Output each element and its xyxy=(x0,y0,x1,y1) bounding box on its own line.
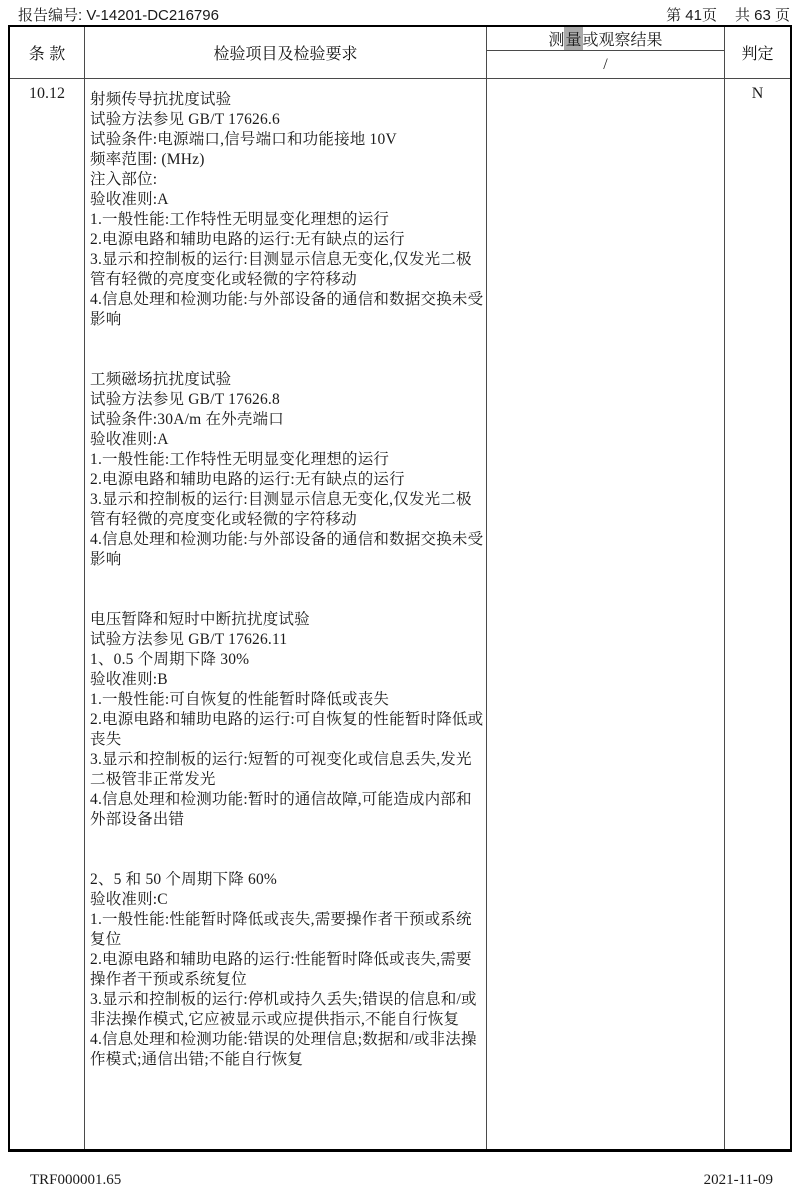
header-result-pre: 测 xyxy=(548,32,565,49)
requirement-line: 1.一般性能:工作特性无明显变化理想的运行 xyxy=(90,451,390,468)
requirement-line: 试验方法参见 GB/T 17626.8 xyxy=(90,391,280,408)
report-number-value: V-14201-DC216796 xyxy=(86,6,219,24)
requirement-line: 试验条件:电源端口,信号端口和功能接地 10V xyxy=(90,131,397,148)
header-verdict: 判定 xyxy=(741,46,774,63)
requirement-line xyxy=(90,330,484,350)
requirement-line: 1、0.5 个周期下降 30% xyxy=(90,651,250,668)
requirement-line: 工频磁场抗扰度试验 xyxy=(90,371,232,388)
report-number-line xyxy=(18,4,219,25)
requirements-text xyxy=(85,85,486,1070)
requirement-line: 2.电源电路和辅助电路的运行:可自恢复的性能暂时降低或丧失 xyxy=(90,711,484,748)
requirement-line: 2.电源电路和辅助电路的运行:性能暂时降低或丧失,需要操作者干预或系统复位 xyxy=(90,951,472,988)
requirement-line xyxy=(90,590,484,610)
table-body-row xyxy=(10,79,790,1149)
requirement-line: 验收准则:B xyxy=(90,671,168,688)
requirement-line: 电压暂降和短时中断抗扰度试验 xyxy=(90,611,310,628)
requirement-line: 试验条件:30A/m 在外壳端口 xyxy=(90,411,284,428)
header-result-title xyxy=(487,27,724,51)
requirement-line: 4.信息处理和检测功能:暂时的通信故障,可能造成内部和外部设备出错 xyxy=(90,791,472,828)
footer-date: 2021-11-09 xyxy=(703,1171,773,1188)
table-header-row xyxy=(10,27,790,79)
requirement-line: 4.信息处理和检测功能:错误的处理信息;数据和/或非法操作模式;通信出错;不能自行恢复 xyxy=(90,1031,477,1068)
requirement-line: 3.显示和控制板的运行:短暂的可视变化或信息丢失,发光二极管非正常发光 xyxy=(90,751,472,788)
requirement-line: 射频传导抗扰度试验 xyxy=(90,91,232,108)
page-total: 共 63 页 xyxy=(734,6,790,24)
header-result xyxy=(487,27,725,78)
requirement-line: 3.显示和控制板的运行:停机或持久丢失;错误的信息和/或非法操作模式,它应被显示或应提供指示,不能自行恢复 xyxy=(90,991,477,1028)
requirement-line: 验收准则:A xyxy=(90,431,169,448)
requirement-line: 试验方法参见 GB/T 17626.6 xyxy=(90,111,280,128)
requirement-line: 1.一般性能:工作特性无明显变化理想的运行 xyxy=(90,211,390,228)
clause-cell xyxy=(10,79,85,1149)
requirement-line xyxy=(90,570,484,590)
inspection-table xyxy=(8,25,792,1152)
requirement-line: 试验方法参见 GB/T 17626.11 xyxy=(90,631,288,648)
header-result-subvalue: / xyxy=(603,55,608,73)
verdict-cell xyxy=(725,79,790,1149)
verdict-value: N xyxy=(751,85,764,102)
result-cell xyxy=(487,79,725,1149)
footer-doc-code: TRF000001.65 xyxy=(30,1171,122,1188)
requirement-line xyxy=(90,850,484,870)
requirement-line: 3.显示和控制板的运行:目测显示信息无变化,仅发光二极管有轻微的亮度变化或轻微的字符移动 xyxy=(90,491,472,528)
requirement-line xyxy=(90,350,484,370)
requirement-line: 1.一般性能:性能暂时降低或丧失,需要操作者干预或系统复位 xyxy=(90,911,472,948)
header-result-highlighted-char: 量 xyxy=(564,27,582,50)
requirement-line: 4.信息处理和检测功能:与外部设备的通信和数据交换未受影响 xyxy=(90,531,484,568)
requirement-line: 2.电源电路和辅助电路的运行:无有缺点的运行 xyxy=(90,471,405,488)
requirement-line: 2、5 和 50 个周期下降 60% xyxy=(90,871,278,888)
requirement-line: 3.显示和控制板的运行:目测显示信息无变化,仅发光二极管有轻微的亮度变化或轻微的字符移动 xyxy=(90,251,472,288)
clause-number: 10.12 xyxy=(29,85,65,102)
report-number-label: 报告编号: xyxy=(18,6,83,24)
header-requirements: 检验项目及检验要求 xyxy=(85,27,487,78)
requirement-line: 注入部位: xyxy=(90,171,158,188)
page-current: 第 41页 xyxy=(666,6,717,24)
requirement-line: 频率范围: (MHz) xyxy=(90,151,205,168)
header-clause: 条 款 xyxy=(10,27,85,78)
page-top-header xyxy=(18,5,790,23)
requirement-line: 2.电源电路和辅助电路的运行:无有缺点的运行 xyxy=(90,231,405,248)
requirement-line: 4.信息处理和检测功能:与外部设备的通信和数据交换未受影响 xyxy=(90,291,484,328)
requirements-cell xyxy=(85,79,487,1149)
requirement-line: 1.一般性能:可自恢复的性能暂时降低或丧失 xyxy=(90,691,390,708)
header-result-post: 或观察结果 xyxy=(582,32,663,49)
page-footer xyxy=(30,1170,773,1190)
requirement-line: 验收准则:A xyxy=(90,191,169,208)
page-indicator xyxy=(666,4,790,25)
requirement-line xyxy=(90,830,484,850)
requirement-line: 验收准则:C xyxy=(90,891,168,908)
